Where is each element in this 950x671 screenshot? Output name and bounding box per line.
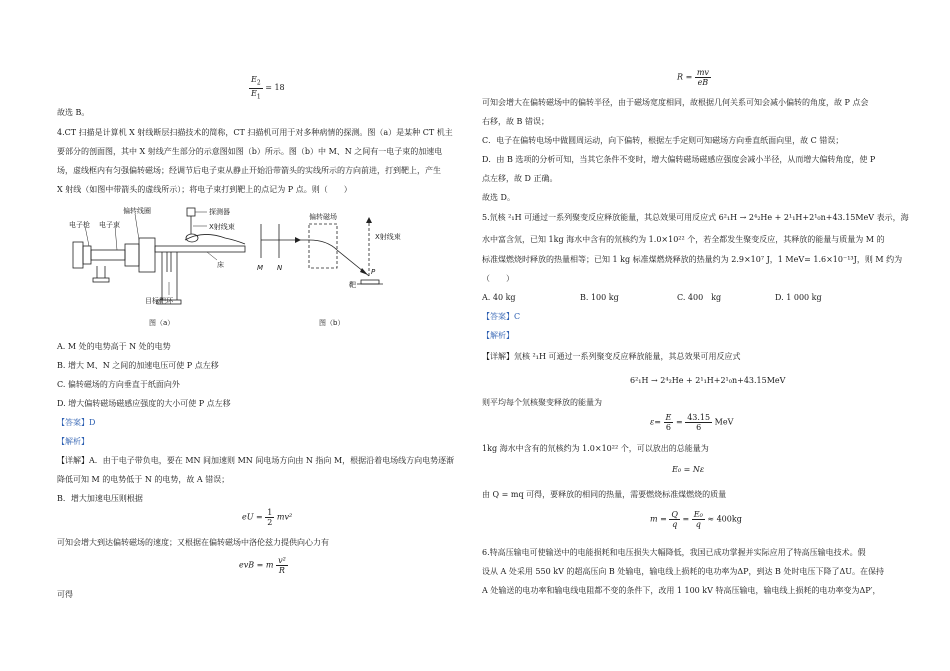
xray-generation-diagram (257, 208, 407, 313)
q4-line3: 场，虚线框内有匀强偏转磁场；经调节后电子束从静止开始沿带箭头的实线所示的方向前进，打到靶上，产生 (57, 166, 441, 175)
figure-b (257, 208, 407, 313)
option-c: C. 偏转磁场的方向垂直于纸面向外 (57, 380, 180, 389)
r-line6: 故选 D。 (482, 193, 515, 202)
label-electron-gun: 电子枪 (69, 221, 90, 229)
q6-line2: 设从 A 处采用 550 kV 的超高压向 B 处输电，输电线上损耗的电功率为ΔP，到达 B 处时电压下降了ΔU。在保持 (482, 567, 884, 576)
label-deflection-coil: 偏转线圈 (123, 207, 151, 215)
option-d: D. 增大偏转磁场磁感应强度的大小可使 P 点左移 (57, 399, 231, 408)
q5-detail1: 【详解】氘核 ²₁H 可通过一系列聚变反应释放能量，其总效果可用反应式 (482, 352, 741, 361)
q5-line3: 标准煤燃烧时释放的热量相等；已知 1 kg 标准煤燃烧释放的热量约为 2.9×10⁷ J，1 MeV= 1.6×10⁻¹³J，则 M 约为 (482, 255, 903, 264)
label-xray-beam-b: X射线束 (375, 233, 401, 241)
label-N: N (277, 264, 283, 272)
analysis-label: 【解析】 (57, 437, 89, 446)
q4-line4: X 射线（如图中带箭头的虚线所示）；将电子束打到靶上的点记为 P 点。则（ ） (57, 185, 352, 194)
detail-line4: 可知会增大到达偏转磁场的速度；又根据在偏转磁场中洛伦兹力提供向心力有 (57, 538, 329, 547)
pick-b: 故选 B。 (57, 108, 90, 117)
detail-line1: 【详解】A．由于电子带负电，要在 MN 间加速则 MN 间电场方向由 N 指向 M，根据沿着电场线方向电势逐渐 (57, 456, 455, 465)
left-column (57, 0, 487, 671)
label-deflection-field: 偏转磁场 (309, 213, 337, 221)
label-M: M (257, 264, 264, 272)
q5-detail4: 由 Q = mq 可得，要释放的相同的热量，需要燃烧标准煤燃烧的质量 (482, 490, 727, 499)
q6-line3: A 处输送的电功率和输电线电阻都不变的条件下，改用 1 100 kV 特高压输电，输电线上损耗的电功率变为ΔP′， (482, 586, 881, 595)
r-line4: D．由 B 选项的分析可知，当其它条件不变时，增大偏转磁场磁感应强度会减小半径，从而增大偏转角度，使 P (482, 155, 876, 164)
label-electron-beam: 电子束 (99, 221, 120, 229)
eq-eU: eU = $\frac{1}{2}$ mv² (242, 508, 293, 527)
label-target-ring: 目标靶环 (145, 297, 173, 305)
r-line3: C．电子在偏转电场中做圆周运动，向下偏转，根据左手定则可知磁场方向垂直纸面向里，故 C 错误； (482, 136, 844, 145)
r-line2: 右移，故 B 错误； (482, 117, 549, 126)
q6-line1: 6.特高压输电可使输送中的电能损耗和电压损失大幅降低，我国已成功掌握并实际应用了特高压输电技术。假 (482, 548, 866, 557)
label-detector: 探测器 (209, 208, 230, 216)
detail-line2: 降低可知 M 的电势低于 N 的电势，故 A 错误； (57, 475, 230, 484)
q5-option-a: A. 40 kg (482, 293, 516, 302)
q5-line4: （ ） (482, 274, 514, 283)
label-target: 靶 (349, 281, 356, 289)
q5-line1: 5.氘核 ²₁H 可通过一系列聚变反应释放能量，其总效果可用反应式 6²₁H → 2⁴₂He + 2¹₁H+2¹₀n+43.15MeV 表示，海 (482, 213, 909, 222)
option-a: A. M 处的电势高于 N 处的电势 (57, 342, 171, 351)
q5-answer: 【答案】C (482, 312, 521, 321)
eq-E0: E₀ = Nε (672, 465, 705, 474)
detail-line5: 可得 (57, 590, 73, 599)
formula-e2-e1: $\frac{E_2}{E_1}$ = 18 (251, 75, 285, 101)
eq-mass: m = $\frac{Q}{q}$ = $\frac{\text{E₀}}{q}$ ≈ 400kg (650, 510, 742, 529)
label-xray-beam: X射线束 (209, 223, 235, 231)
q5-line2: 水中富含氘，已知 1kg 海水中含有的氘核约为 1.0×10²² 个，若全都发生聚变反应，其释放的能量与质量为 M 的 (482, 235, 885, 244)
eq-epsilon: ε= $\frac{E}{6}$ = $\frac{43.15}{6}$ MeV (650, 413, 734, 432)
q5-detail3: 1kg 海水中含有的氘核约为 1.0×10²² 个，可以放出的总能量为 (482, 444, 709, 453)
q5-analysis: 【解析】 (482, 331, 514, 340)
q4-line2: 要部分的剖面图，其中 X 射线产生部分的示意图如图（b）所示。图（b）中 M、N 之间有一电子束的加速电 (57, 147, 443, 156)
r-line1: 可知会增大在偏转磁场中的偏转半径，由于磁场宽度相同，故根据几何关系可知会减小偏转的角度，故 P 点会 (482, 98, 869, 107)
label-bed: 床 (217, 261, 224, 269)
label-P: P (371, 268, 376, 276)
r-line5: 点左移，故 D 正确。 (482, 174, 558, 183)
caption-b: 图（b） (319, 319, 345, 327)
eq-evB: evB = m $\frac{\text{v²}}{R}$ (239, 556, 286, 575)
option-b: B. 增大 M、N 之间的加速电压可使 P 点左移 (57, 361, 219, 370)
answer-label: 【答案】D (57, 418, 96, 427)
q5-option-d: D. 1 000 kg (775, 293, 822, 302)
caption-a: 图（a） (149, 319, 175, 327)
figure-a (67, 200, 257, 315)
eq-reaction: 6²₁H → 2⁴₂He + 2¹₁H+2¹₀n+43.15MeV (630, 376, 786, 385)
detail-line3: B．增大加速电压则根据 (57, 494, 143, 503)
q5-detail2: 则平均每个氘核聚变释放的能量为 (482, 398, 602, 407)
q5-option-b: B. 100 kg (580, 293, 619, 302)
right-column (482, 0, 912, 671)
eq-R: R = $\frac{mv}{eB}$ (677, 68, 709, 87)
q4-line1: 4.CT 扫描是计算机 X 射线断层扫描技术的简称，CT 扫描机可用于对多种病情的探测。图（a）是某种 CT 机主 (57, 128, 453, 137)
q5-option-c: C. 400 kg (677, 293, 722, 302)
